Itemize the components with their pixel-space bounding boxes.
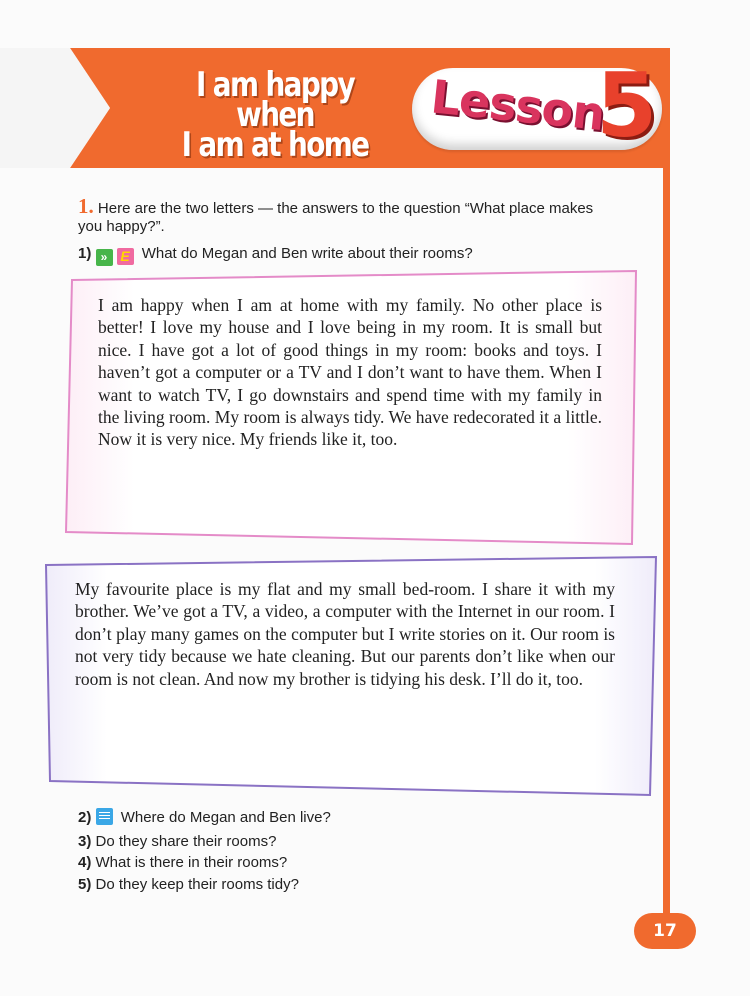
- question-3: [78, 833, 276, 850]
- question-number: 1): [78, 245, 92, 262]
- lesson-number: 5: [596, 54, 658, 157]
- question-5: [78, 876, 299, 893]
- question-number: 3): [78, 833, 92, 850]
- page-number: 17: [634, 913, 696, 949]
- question-text: Do they share their rooms?: [95, 833, 277, 850]
- letter-ben: [75, 578, 615, 690]
- question-1: [78, 245, 473, 266]
- lesson-title: [173, 65, 378, 165]
- task-1-instruction: [78, 194, 598, 236]
- lesson-title-line-1: I am happy when: [195, 65, 355, 135]
- question-text: Do they keep their rooms tidy?: [95, 876, 299, 893]
- question-text: What do Megan and Ben write about their rooms?: [141, 245, 473, 262]
- question-text: What is there in their rooms?: [95, 854, 288, 871]
- question-number: 5): [78, 876, 92, 893]
- lesson-label: Lesson: [428, 69, 607, 142]
- letter-megan: [98, 294, 602, 451]
- task-instruction-text: Here are the two letters — the answers to the question “What place makes you happy?”.: [78, 200, 594, 235]
- lesson-title-line-2: I am at home: [181, 125, 369, 165]
- writing-icon: [96, 808, 113, 825]
- question-number: 2): [78, 809, 92, 826]
- question-text: Where do Megan and Ben live?: [120, 809, 331, 826]
- letter-1-text: I am happy when I am at home with my family. No other place is better! I love my house and I love being in my room. It is small but nice. I have got a lot of good things in my room: books and toys. I haven’t got a computer or a TV and I don’t want to have them. When I want to watch TV, I go downstairs and spend time with my family in the living room. My room is always tidy. We have redecorated it a little. Now it is very nice. My friends like it, too.: [98, 295, 602, 450]
- question-number: 4): [78, 854, 92, 871]
- letter-2-text: My favourite place is my flat and my small bed-room. I share it with my brother. We’ve got a TV, a video, a computer with the Internet in our room. I don’t play many games on the computer but I write stories on it. Our room is not very tidy because we hate cleaning. But our parents don’t like when our room is not clean. And now my brother is tidying his desk. I’ll do it, too.: [75, 579, 615, 689]
- question-4: [78, 854, 287, 871]
- audio-icon[interactable]: »: [96, 249, 113, 266]
- page-edge-bar: [663, 48, 670, 918]
- reading-icon: E: [117, 248, 134, 265]
- task-number: 1.: [78, 194, 94, 218]
- question-2: [78, 808, 331, 826]
